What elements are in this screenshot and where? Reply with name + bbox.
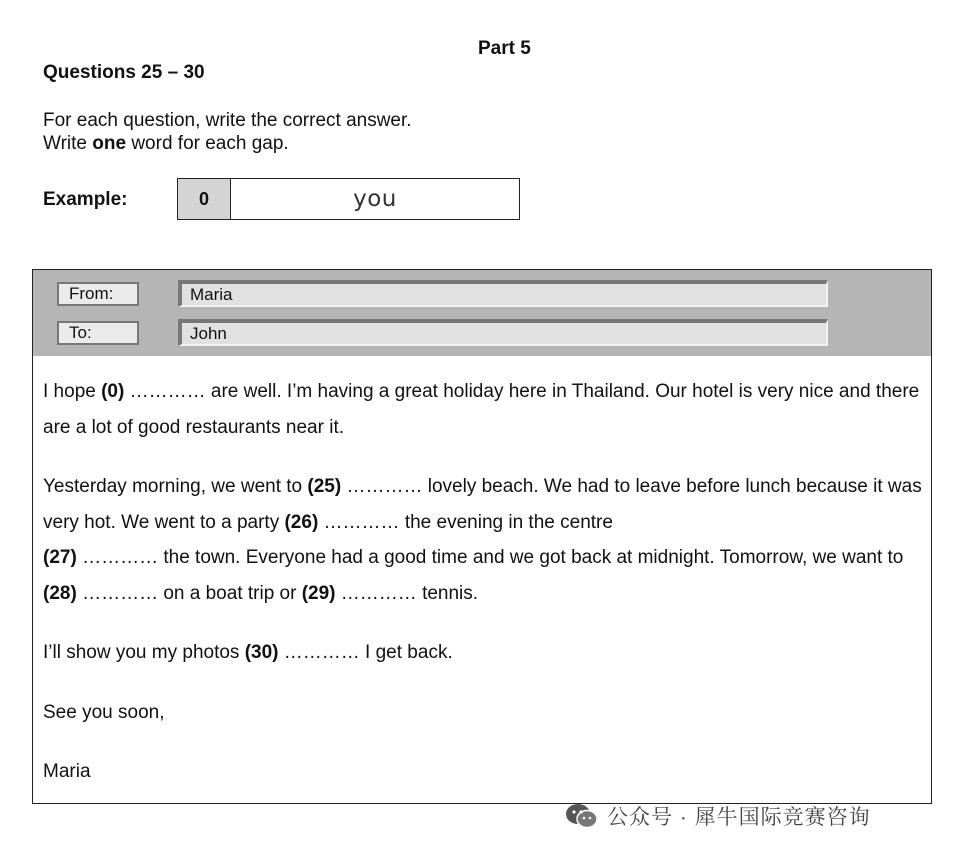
body-text: ………… on a boat trip or xyxy=(76,582,302,604)
gap-28: (28) xyxy=(43,582,77,604)
body-text: ………… are well. I’m having a great holiday here in Thailand. Our hotel is very nice and there are a lot of good restaurants near it. xyxy=(43,381,920,438)
instruction-bold-word: one xyxy=(92,133,127,154)
body-text: ………… the town. Everyone had a good time and we got back at midnight. Tomorrow, we want to xyxy=(76,547,904,568)
email-panel xyxy=(32,269,932,804)
gap-26: (26) xyxy=(284,511,319,533)
body-text: ………… the evening in the centre xyxy=(318,511,613,533)
email-paragraph-1 xyxy=(43,374,923,445)
from-field: Maria xyxy=(178,280,828,307)
gap-0: (0) xyxy=(101,381,125,402)
email-paragraph-3 xyxy=(43,635,923,671)
example-number: 0 xyxy=(178,179,231,219)
example-box xyxy=(177,178,520,220)
gap-30: (30) xyxy=(244,642,279,663)
body-text: ………… tennis. xyxy=(335,582,479,604)
part-title: Part 5 xyxy=(478,38,531,59)
from-label: From: xyxy=(57,282,139,306)
example-label: Example: xyxy=(43,189,128,210)
to-label: To: xyxy=(57,321,139,345)
gap-29: (29) xyxy=(301,582,336,604)
wechat-icon xyxy=(565,802,599,830)
instructions xyxy=(43,109,412,155)
example-answer: you xyxy=(353,186,397,212)
email-header xyxy=(33,270,931,356)
instruction-text: word for each gap. xyxy=(126,133,289,154)
gap-27: (27) xyxy=(43,547,77,568)
body-text: I hope xyxy=(43,381,102,402)
watermark-text: 公众号 · 犀牛国际竞赛咨询 xyxy=(607,806,871,829)
email-paragraph-2 xyxy=(43,469,923,611)
watermark xyxy=(565,800,871,832)
body-text: Yesterday morning, we went to xyxy=(43,476,308,497)
body-text: ………… I get back. xyxy=(278,642,453,663)
gap-25: (25) xyxy=(307,476,342,497)
to-field: John xyxy=(178,319,828,346)
instruction-line-1: For each question, write the correct answer. xyxy=(43,110,412,131)
instruction-line-2 xyxy=(43,132,412,155)
body-text: ………… lovely beach. We had to leave before lunch because it was very hot. We went to a party xyxy=(43,476,922,533)
body-text: I’ll show you my photos xyxy=(43,642,245,663)
email-signature: Maria xyxy=(43,761,91,782)
email-body xyxy=(43,374,923,814)
instruction-text: Write xyxy=(43,133,93,154)
questions-title: Questions 25 – 30 xyxy=(43,62,205,83)
email-closing: See you soon, xyxy=(43,701,165,723)
